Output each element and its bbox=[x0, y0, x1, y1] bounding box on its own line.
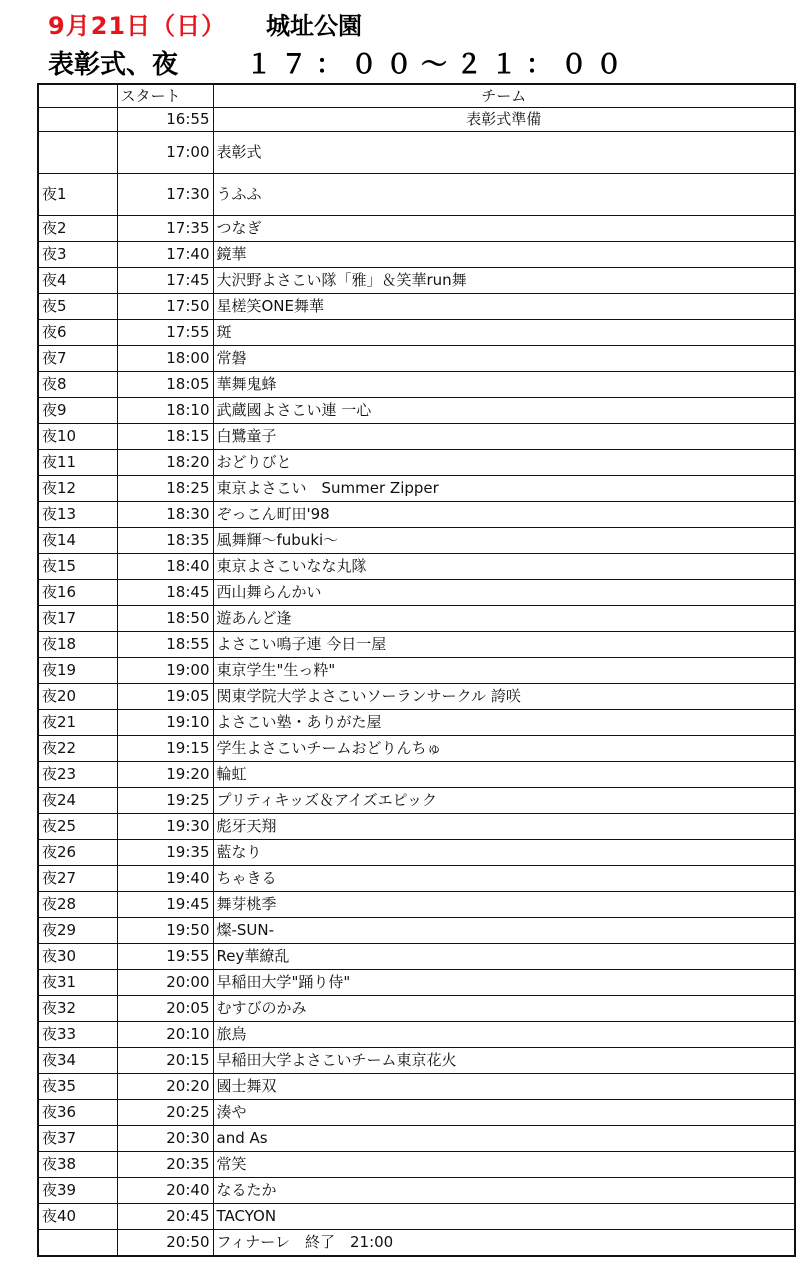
team-name: 常磐 bbox=[213, 346, 795, 372]
table-row bbox=[38, 1230, 795, 1256]
performance-code: 夜4 bbox=[38, 268, 117, 294]
start-time: 17:45 bbox=[117, 268, 213, 294]
table-row bbox=[38, 554, 795, 580]
team-name: 常笑 bbox=[213, 1152, 795, 1178]
table-row bbox=[38, 320, 795, 346]
start-time: 17:35 bbox=[117, 216, 213, 242]
table-row bbox=[38, 736, 795, 762]
team-name: 星槎笑ONE舞華 bbox=[213, 294, 795, 320]
start-time: 20:45 bbox=[117, 1204, 213, 1230]
start-time: 18:50 bbox=[117, 606, 213, 632]
team-name: なるたか bbox=[213, 1178, 795, 1204]
performance-code: 夜17 bbox=[38, 606, 117, 632]
performance-code: 夜6 bbox=[38, 320, 117, 346]
table-row bbox=[38, 1100, 795, 1126]
team-name: 華舞鬼蜂 bbox=[213, 372, 795, 398]
performance-code: 夜11 bbox=[38, 450, 117, 476]
table-row bbox=[38, 710, 795, 736]
team-name: 西山舞らんかい bbox=[213, 580, 795, 606]
team-name: よさこい鳴子連 今日一屋 bbox=[213, 632, 795, 658]
team-name: 大沢野よさこい隊「雅」＆笑華run舞 bbox=[213, 268, 795, 294]
table-row bbox=[38, 892, 795, 918]
performance-code bbox=[38, 108, 117, 132]
start-time: 20:00 bbox=[117, 970, 213, 996]
performance-code: 夜19 bbox=[38, 658, 117, 684]
start-time: 17:30 bbox=[117, 174, 213, 216]
table-row bbox=[38, 398, 795, 424]
team-name: 表彰式 bbox=[213, 132, 795, 174]
table-row bbox=[38, 372, 795, 398]
start-time: 18:00 bbox=[117, 346, 213, 372]
start-time: 16:55 bbox=[117, 108, 213, 132]
team-name: 斑 bbox=[213, 320, 795, 346]
table-row bbox=[38, 1178, 795, 1204]
performance-code: 夜26 bbox=[38, 840, 117, 866]
team-name: ちゃきる bbox=[213, 866, 795, 892]
table-row bbox=[38, 762, 795, 788]
column-header-start: スタート bbox=[117, 84, 213, 108]
table-row bbox=[38, 684, 795, 710]
start-time: 20:50 bbox=[117, 1230, 213, 1256]
performance-code: 夜38 bbox=[38, 1152, 117, 1178]
table-row bbox=[38, 174, 795, 216]
start-time: 18:35 bbox=[117, 528, 213, 554]
table-row bbox=[38, 1152, 795, 1178]
start-time: 19:35 bbox=[117, 840, 213, 866]
start-time: 18:30 bbox=[117, 502, 213, 528]
performance-code: 夜16 bbox=[38, 580, 117, 606]
team-name: 燦-SUN- bbox=[213, 918, 795, 944]
performance-code: 夜29 bbox=[38, 918, 117, 944]
performance-code: 夜23 bbox=[38, 762, 117, 788]
session-title: 表彰式、夜 bbox=[48, 50, 179, 80]
team-name: 鏡華 bbox=[213, 242, 795, 268]
table-row bbox=[38, 996, 795, 1022]
start-time: 18:15 bbox=[117, 424, 213, 450]
table-row bbox=[38, 502, 795, 528]
performance-code: 夜31 bbox=[38, 970, 117, 996]
performance-code: 夜13 bbox=[38, 502, 117, 528]
table-row bbox=[38, 1204, 795, 1230]
team-name: 國士舞双 bbox=[213, 1074, 795, 1100]
start-time: 18:45 bbox=[117, 580, 213, 606]
schedule-table bbox=[37, 83, 796, 1257]
performance-code: 夜37 bbox=[38, 1126, 117, 1152]
start-time: 19:15 bbox=[117, 736, 213, 762]
table-row bbox=[38, 450, 795, 476]
performance-code: 夜10 bbox=[38, 424, 117, 450]
table-row bbox=[38, 840, 795, 866]
start-time: 18:05 bbox=[117, 372, 213, 398]
start-time: 19:25 bbox=[117, 788, 213, 814]
performance-code: 夜36 bbox=[38, 1100, 117, 1126]
table-row bbox=[38, 814, 795, 840]
team-name: よさこい塾・ありがた屋 bbox=[213, 710, 795, 736]
team-name: 彪牙天翔 bbox=[213, 814, 795, 840]
performance-code: 夜22 bbox=[38, 736, 117, 762]
performance-code: 夜8 bbox=[38, 372, 117, 398]
start-time: 19:05 bbox=[117, 684, 213, 710]
performance-code: 夜2 bbox=[38, 216, 117, 242]
table-row bbox=[38, 132, 795, 174]
team-name: TACYON bbox=[213, 1204, 795, 1230]
team-name: 風舞輝～fubuki～ bbox=[213, 528, 795, 554]
team-name: ぞっこん町田'98 bbox=[213, 502, 795, 528]
team-name: 湊や bbox=[213, 1100, 795, 1126]
performance-code: 夜1 bbox=[38, 174, 117, 216]
table-row bbox=[38, 346, 795, 372]
table-row bbox=[38, 528, 795, 554]
session-time-range: １７：００～２１：００ bbox=[246, 50, 632, 80]
team-name: 旅鳥 bbox=[213, 1022, 795, 1048]
team-name: 関東学院大学よさこいソーランサークル 誇咲 bbox=[213, 684, 795, 710]
performance-code: 夜30 bbox=[38, 944, 117, 970]
team-name: 学生よさこいチームおどりんちゅ bbox=[213, 736, 795, 762]
start-time: 19:55 bbox=[117, 944, 213, 970]
performance-code: 夜24 bbox=[38, 788, 117, 814]
performance-code: 夜12 bbox=[38, 476, 117, 502]
team-name: and As bbox=[213, 1126, 795, 1152]
performance-code: 夜27 bbox=[38, 866, 117, 892]
team-name: 藍なり bbox=[213, 840, 795, 866]
performance-code: 夜18 bbox=[38, 632, 117, 658]
table-row bbox=[38, 1126, 795, 1152]
table-row bbox=[38, 268, 795, 294]
performance-code bbox=[38, 1230, 117, 1256]
start-time: 18:25 bbox=[117, 476, 213, 502]
table-row bbox=[38, 1074, 795, 1100]
start-time: 18:10 bbox=[117, 398, 213, 424]
table-row bbox=[38, 658, 795, 684]
start-time: 20:25 bbox=[117, 1100, 213, 1126]
start-time: 19:45 bbox=[117, 892, 213, 918]
team-name: 遊あんど逢 bbox=[213, 606, 795, 632]
performance-code: 夜25 bbox=[38, 814, 117, 840]
performance-code: 夜15 bbox=[38, 554, 117, 580]
performance-code: 夜32 bbox=[38, 996, 117, 1022]
performance-code: 夜9 bbox=[38, 398, 117, 424]
team-name: フィナーレ 終了 21:00 bbox=[213, 1230, 795, 1256]
table-row bbox=[38, 866, 795, 892]
start-time: 17:00 bbox=[117, 132, 213, 174]
start-time: 19:40 bbox=[117, 866, 213, 892]
start-time: 19:20 bbox=[117, 762, 213, 788]
start-time: 20:40 bbox=[117, 1178, 213, 1204]
start-time: 18:40 bbox=[117, 554, 213, 580]
start-time: 20:10 bbox=[117, 1022, 213, 1048]
team-name: プリティキッズ＆アイズエピック bbox=[213, 788, 795, 814]
start-time: 18:55 bbox=[117, 632, 213, 658]
performance-code: 夜35 bbox=[38, 1074, 117, 1100]
table-row bbox=[38, 424, 795, 450]
table-header-row bbox=[38, 84, 795, 108]
table-row bbox=[38, 580, 795, 606]
team-name: Rey華繚乱 bbox=[213, 944, 795, 970]
table-row bbox=[38, 606, 795, 632]
table-row bbox=[38, 476, 795, 502]
team-name: 東京よさこい Summer Zipper bbox=[213, 476, 795, 502]
team-name: 白鷺童子 bbox=[213, 424, 795, 450]
start-time: 20:15 bbox=[117, 1048, 213, 1074]
event-date: 9月21日（日） bbox=[48, 12, 227, 40]
performance-code: 夜7 bbox=[38, 346, 117, 372]
start-time: 19:00 bbox=[117, 658, 213, 684]
performance-code: 夜33 bbox=[38, 1022, 117, 1048]
start-time: 17:40 bbox=[117, 242, 213, 268]
start-time: 20:30 bbox=[117, 1126, 213, 1152]
table-row bbox=[38, 970, 795, 996]
performance-code: 夜14 bbox=[38, 528, 117, 554]
performance-code: 夜20 bbox=[38, 684, 117, 710]
table-row bbox=[38, 1048, 795, 1074]
start-time: 19:30 bbox=[117, 814, 213, 840]
start-time: 17:50 bbox=[117, 294, 213, 320]
team-name: 武蔵國よさこい連 一心 bbox=[213, 398, 795, 424]
team-name: 輪虹 bbox=[213, 762, 795, 788]
start-time: 19:10 bbox=[117, 710, 213, 736]
venue-name: 城址公園 bbox=[266, 12, 362, 40]
team-name: うふふ bbox=[213, 174, 795, 216]
start-time: 19:50 bbox=[117, 918, 213, 944]
table-row bbox=[38, 108, 795, 132]
team-name: 早稲田大学よさこいチーム東京花火 bbox=[213, 1048, 795, 1074]
performance-code: 夜21 bbox=[38, 710, 117, 736]
start-time: 20:20 bbox=[117, 1074, 213, 1100]
table-row bbox=[38, 632, 795, 658]
team-name: 東京よさこいなな丸隊 bbox=[213, 554, 795, 580]
column-header-code bbox=[38, 84, 117, 108]
schedule-rows bbox=[38, 108, 795, 1256]
start-time: 20:35 bbox=[117, 1152, 213, 1178]
table-row bbox=[38, 216, 795, 242]
team-name: つなぎ bbox=[213, 216, 795, 242]
table-row bbox=[38, 294, 795, 320]
table-row bbox=[38, 944, 795, 970]
start-time: 17:55 bbox=[117, 320, 213, 346]
team-name: 舞芽桃季 bbox=[213, 892, 795, 918]
team-name: 東京学生"生っ粋" bbox=[213, 658, 795, 684]
performance-code: 夜5 bbox=[38, 294, 117, 320]
table-row bbox=[38, 788, 795, 814]
performance-code: 夜28 bbox=[38, 892, 117, 918]
performance-code: 夜34 bbox=[38, 1048, 117, 1074]
team-name: おどりびと bbox=[213, 450, 795, 476]
column-header-team: チーム bbox=[213, 84, 795, 108]
performance-code bbox=[38, 132, 117, 174]
team-name: むすびのかみ bbox=[213, 996, 795, 1022]
start-time: 18:20 bbox=[117, 450, 213, 476]
team-name: 早稲田大学"踊り侍" bbox=[213, 970, 795, 996]
start-time: 20:05 bbox=[117, 996, 213, 1022]
table-row bbox=[38, 1022, 795, 1048]
table-row bbox=[38, 242, 795, 268]
performance-code: 夜3 bbox=[38, 242, 117, 268]
team-name: 表彰式準備 bbox=[213, 108, 795, 132]
performance-code: 夜40 bbox=[38, 1204, 117, 1230]
table-row bbox=[38, 918, 795, 944]
performance-code: 夜39 bbox=[38, 1178, 117, 1204]
